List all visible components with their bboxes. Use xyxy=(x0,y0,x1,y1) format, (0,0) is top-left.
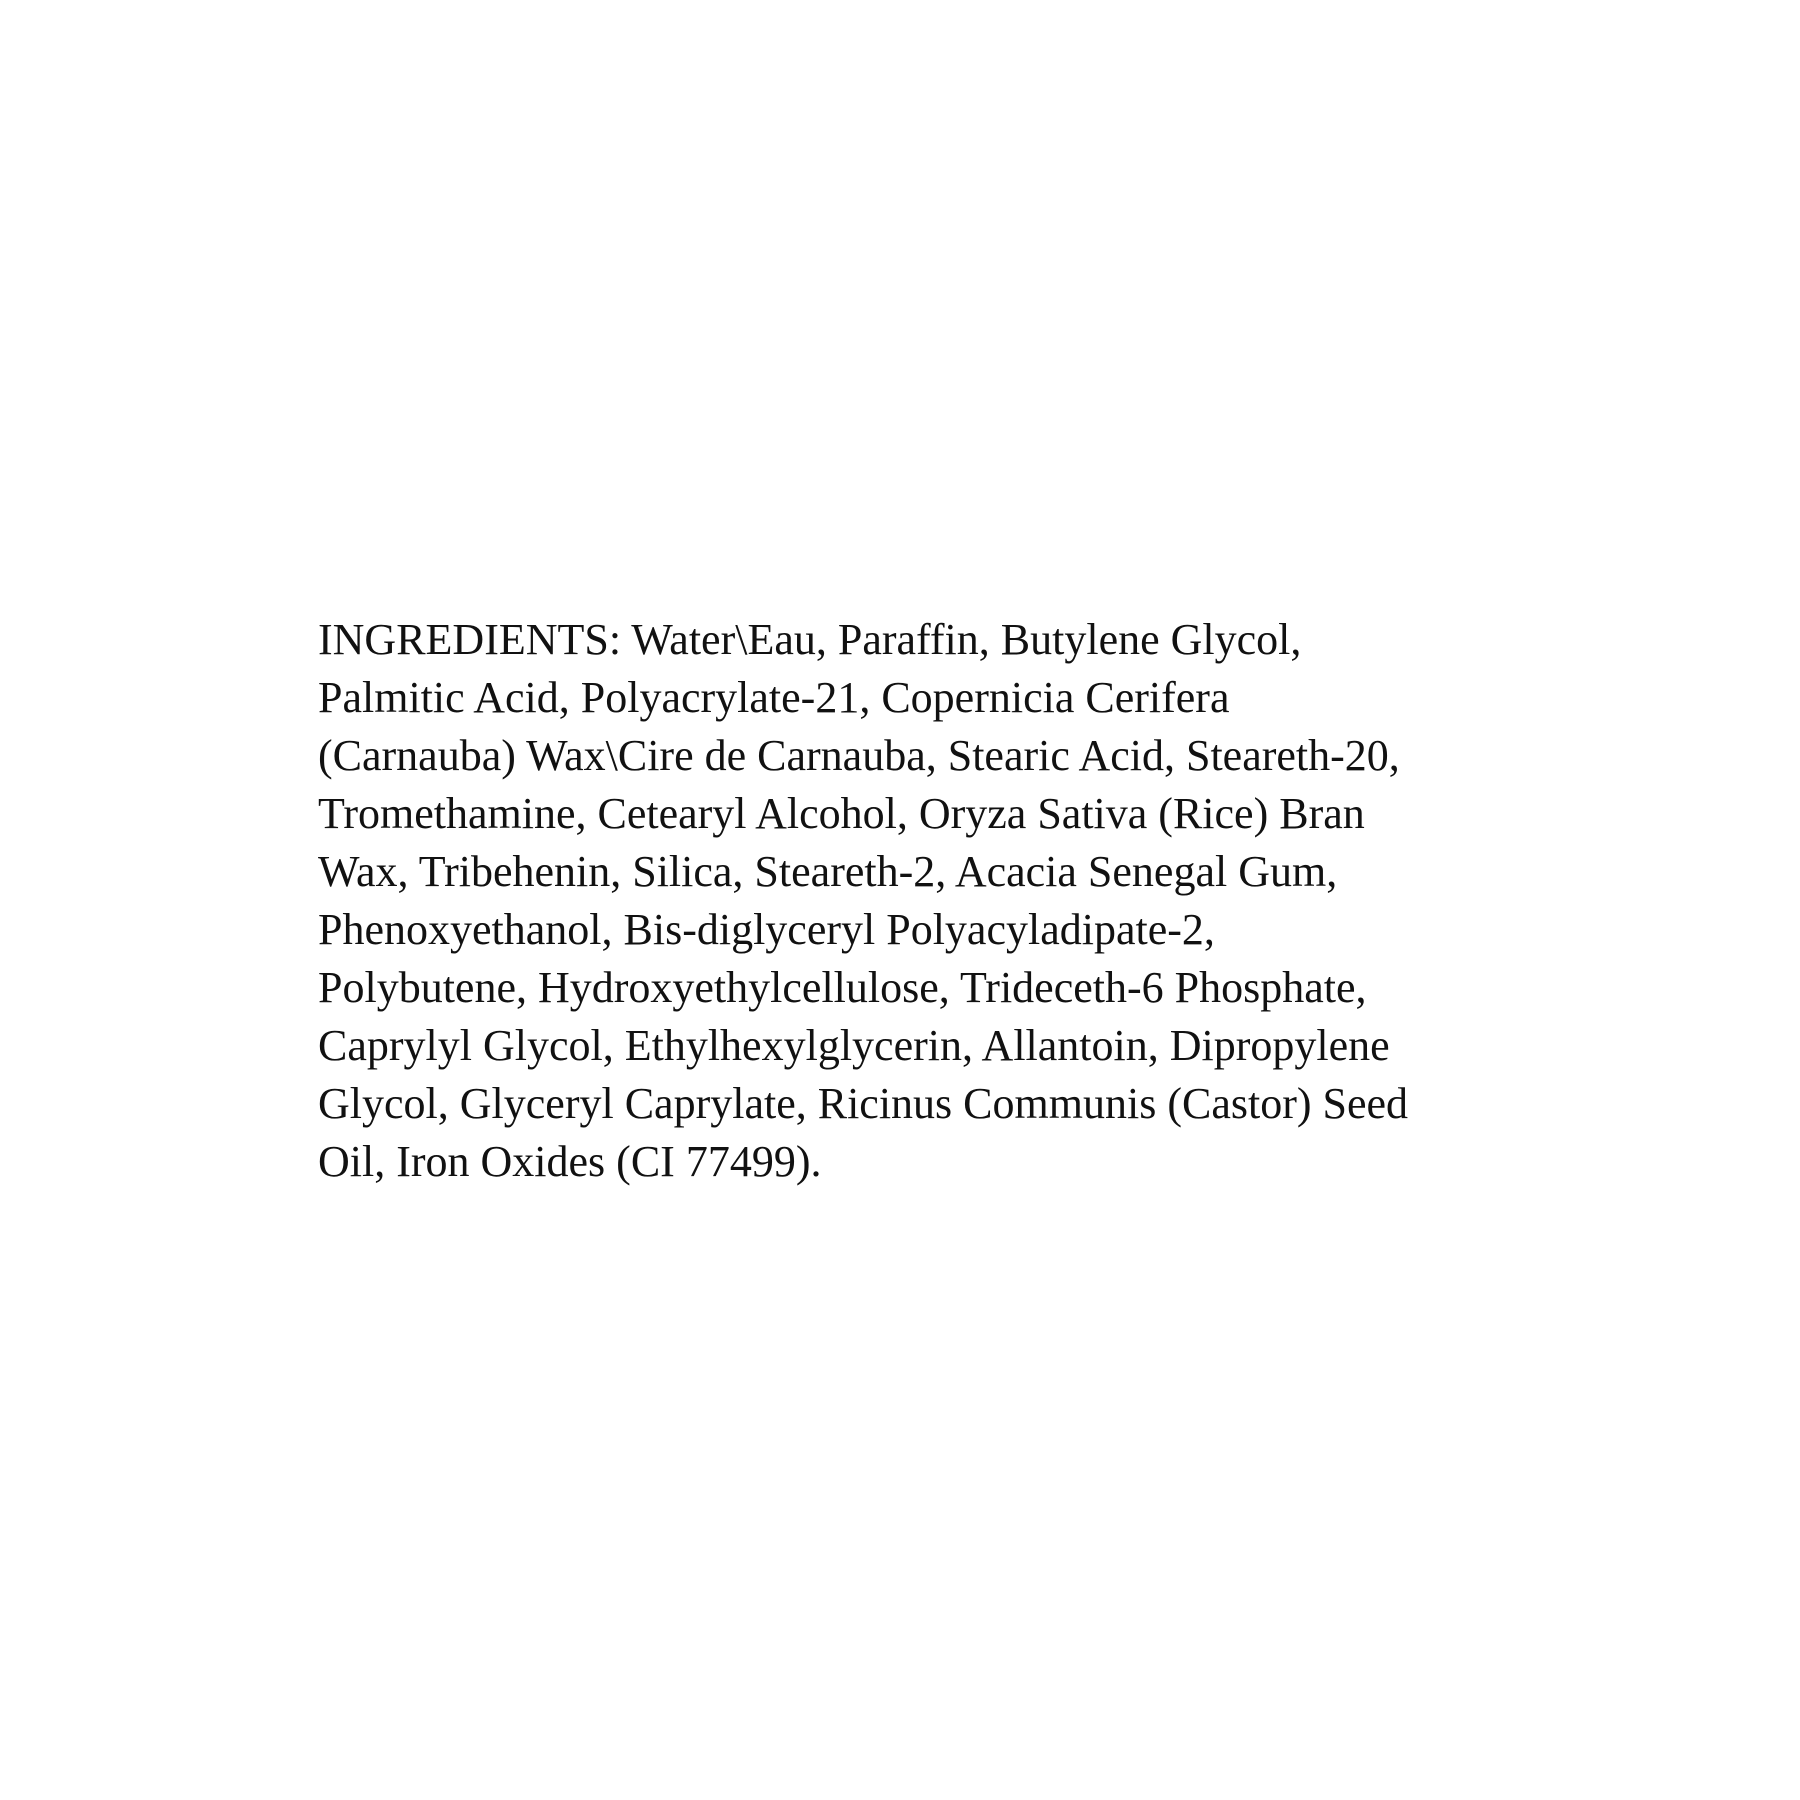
ingredients-line: INGREDIENTS: Water\Eau, Paraffin, Butylene Glycol, xyxy=(318,615,1302,664)
ingredients-line: Tromethamine, Cetearyl Alcohol, Oryza Sativa (Rice) Bran xyxy=(318,789,1365,838)
ingredients-text-block xyxy=(318,611,1558,1191)
ingredients-line: (Carnauba) Wax\Cire de Carnauba, Stearic Acid, Steareth-20, xyxy=(318,731,1400,780)
ingredients-line: Oil, Iron Oxides (CI 77499). xyxy=(318,1137,822,1186)
ingredients-line: Glycol, Glyceryl Caprylate, Ricinus Communis (Castor) Seed xyxy=(318,1079,1409,1128)
ingredients-line: Palmitic Acid, Polyacrylate-21, Copernicia Cerifera xyxy=(318,673,1230,722)
ingredients-line: Polybutene, Hydroxyethylcellulose, Trideceth-6 Phosphate, xyxy=(318,963,1367,1012)
ingredients-line: Phenoxyethanol, Bis-diglyceryl Polyacyladipate-2, xyxy=(318,905,1215,954)
ingredients-line: Caprylyl Glycol, Ethylhexylglycerin, Allantoin, Dipropylene xyxy=(318,1021,1390,1070)
ingredients-line: Wax, Tribehenin, Silica, Steareth-2, Acacia Senegal Gum, xyxy=(318,847,1338,896)
